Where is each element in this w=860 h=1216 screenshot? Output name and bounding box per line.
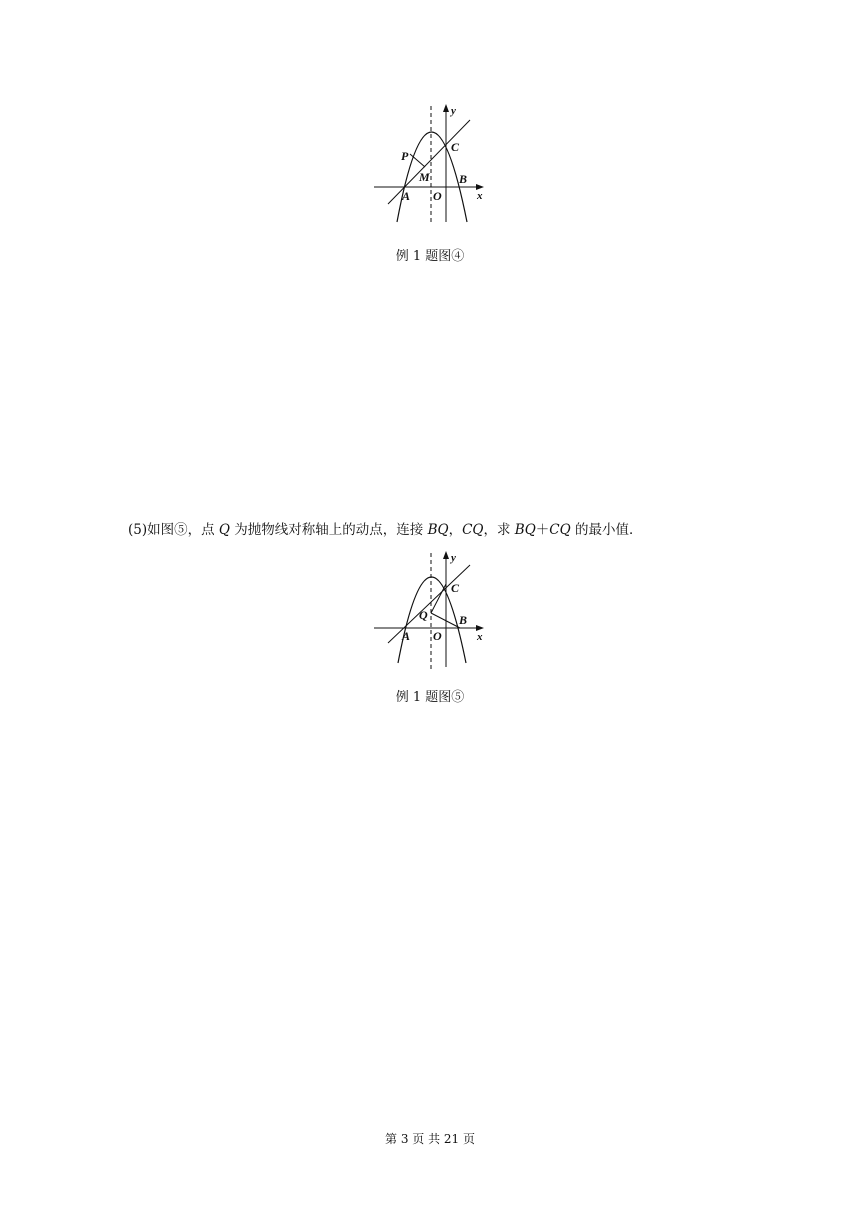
figure-5-diagram (370, 547, 490, 672)
figure-5 (370, 547, 490, 672)
page-footer: 第 3 页 共 21 页 (385, 1132, 475, 1146)
label-c: C (451, 140, 460, 154)
label-y: y (451, 552, 456, 564)
figure-4 (370, 100, 490, 225)
label-a: A (402, 629, 411, 643)
label-o: O (433, 629, 442, 643)
label-b: B (459, 613, 468, 627)
figure-5-caption: 例 1 题图⑤ (395, 690, 465, 705)
label-a: A (402, 189, 411, 203)
line-ac (388, 565, 470, 643)
label-m: M (419, 170, 430, 184)
label-y: y (451, 105, 456, 117)
point-q: Q (218, 522, 230, 538)
label-c: C (451, 581, 460, 595)
label-p: P (401, 149, 409, 163)
question-number: (5) (128, 522, 148, 538)
y-axis-arrow (443, 104, 449, 112)
label-x: x (477, 631, 483, 643)
segment-cq (431, 584, 446, 613)
y-axis-arrow (443, 551, 449, 559)
label-q: Q (419, 608, 428, 622)
question-5: (5)如图⑤，点 Q 为抛物线对称轴上的动点，连接 BQ，CQ，求 BQ＋CQ 的最小值． (128, 522, 643, 538)
figure-4-caption: 例 1 题图④ (395, 249, 465, 264)
label-o: O (433, 189, 442, 203)
figure-4-diagram (370, 100, 490, 225)
label-b: B (459, 172, 468, 186)
label-x: x (477, 190, 483, 202)
